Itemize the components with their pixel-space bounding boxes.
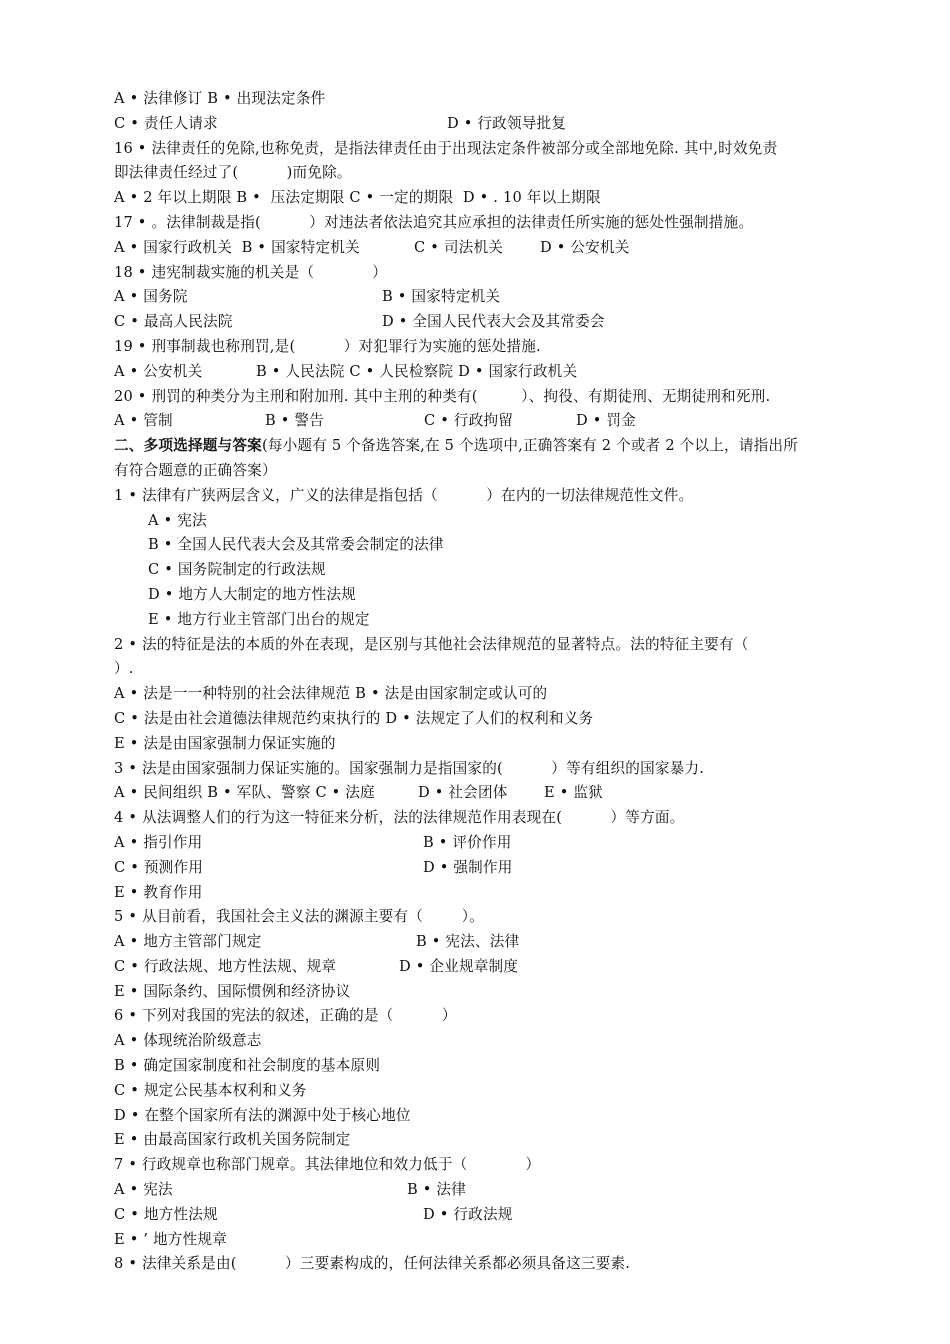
- line-text: A • 管制: [114, 412, 173, 430]
- line-text: A • 法律修订 B • 出现法定条件: [114, 90, 326, 107]
- line-text: 8 • 法律关系是由( ）三要素构成的，任何法律关系都必须具备这三要素.: [114, 1255, 631, 1273]
- text-line: [114, 1128, 894, 1153]
- line-text: C • 规定公民基本权利和义务: [114, 1081, 307, 1099]
- text-line: [114, 657, 894, 682]
- line-text: B • 国家特定机关: [382, 288, 501, 306]
- text-line: [114, 1153, 894, 1178]
- text-line: [114, 186, 894, 211]
- line-text: 16 • 法律责任的免除,也称免责，是指法律责任由于出现法定条件被部分或全部地免除. 其中,时效免责: [114, 139, 778, 157]
- text-line: [114, 856, 894, 881]
- text-line: [114, 285, 894, 310]
- line-text: D • 行政法规: [423, 1205, 513, 1223]
- text-line: [114, 211, 894, 236]
- line-text: D • 行政领导批复: [447, 114, 567, 132]
- text-line: [114, 633, 894, 658]
- text-line: [114, 583, 894, 608]
- text-line: [114, 87, 894, 112]
- line-text: C • 行政法规、地方性法规、规章: [114, 957, 337, 975]
- line-text: 6 • 下列对我国的宪法的叙述，正确的是（ ）: [114, 1007, 457, 1025]
- text-line: [114, 732, 894, 757]
- text-line: [114, 112, 894, 137]
- text-line: [114, 881, 894, 906]
- line-text: E • ’ 地方性规章: [114, 1230, 227, 1248]
- section-heading: 二、多项选择题与答案: [114, 437, 262, 455]
- line-text: A • 民间组织 B • 军队、警察 C • 法庭: [114, 784, 375, 802]
- text-line: [114, 707, 894, 732]
- line-text: B • 宪法、法律: [416, 933, 520, 951]
- text-line: [114, 335, 894, 360]
- text-line: [114, 509, 894, 534]
- line-text: 19 • 刑事制裁也称刑罚,是( ）对犯罪行为实施的惩处措施.: [114, 337, 541, 355]
- line-text: D • 企业规章制度: [399, 957, 519, 975]
- line-text: (每小题有 5 个备选答案,在 5 个选项中,正确答案有 2 个或者 2 个以上，请指出所: [261, 437, 798, 455]
- line-text: 1 • 法律有广狭两层含义，广义的法律是指包括（ ）在内的一切法律规范性文件。: [114, 486, 694, 504]
- text-line: [114, 409, 894, 434]
- line-text: 17 • 。法律制裁是指( ）对违法者依法追究其应承担的法律责任所实施的惩处性强制措施。: [114, 213, 754, 231]
- text-line: [114, 459, 894, 484]
- line-text: E • 由最高国家行政机关国务院制定: [114, 1131, 351, 1149]
- line-text: 2 • 法的特征是法的本质的外在表现，是区别与其他社会法律规范的显著特点。法的特征主要有（: [114, 635, 749, 653]
- line-text: D • 在整个国家所有法的渊源中处于核心地位: [114, 1106, 411, 1124]
- text-line: [114, 831, 894, 856]
- line-text: D • 地方人大制定的地方性法规: [148, 585, 356, 603]
- line-text: 有符合题意的正确答案）: [114, 461, 277, 479]
- text-line: [114, 980, 894, 1005]
- line-text: C • 国务院制定的行政法规: [148, 561, 326, 579]
- text-line: [114, 930, 894, 955]
- line-text: D • 全国人民代表大会及其常委会: [382, 313, 605, 331]
- text-line: [114, 533, 894, 558]
- text-line: [114, 1252, 894, 1277]
- line-text: C • 最高人民法院: [114, 313, 233, 331]
- text-line: [114, 757, 894, 782]
- line-text: A • 地方主管部门规定: [114, 933, 262, 951]
- line-text: A • 2 年以上期限 B • 压法定期限 C • 一定的期限 D • . 10 年以上期限: [114, 189, 601, 207]
- line-text: A • 公安机关: [114, 362, 203, 380]
- line-text: C • 预测作用: [114, 858, 204, 876]
- text-line: [114, 905, 894, 930]
- text-line: [114, 310, 894, 335]
- text-line: [114, 955, 894, 980]
- document-page: [114, 87, 894, 1277]
- line-text: 20 • 刑罚的种类分为主刑和附加刑. 其中主刑的种类有( ）、拘役、有期徒刑、无期徒刑和死刑.: [114, 387, 771, 405]
- line-text: D • 罚金: [576, 412, 636, 430]
- text-line: [114, 558, 894, 583]
- line-text: B • 人民法院 C • 人民检察院 D • 国家行政机关: [256, 362, 578, 380]
- line-text: A • 体现统治阶级意志: [114, 1032, 262, 1050]
- line-text: A • 法是一一种特别的社会法律规范 B • 法是由国家制定或认可的: [114, 685, 548, 703]
- line-text: 18 • 违宪制裁实施的机关是（ ）: [114, 263, 388, 281]
- line-text: 7 • 行政规章也称部门规章。其法律地位和效力低于（ ）: [114, 1156, 541, 1174]
- text-line: [114, 1104, 894, 1129]
- text-line: [114, 608, 894, 633]
- line-text: A • 宪法: [148, 511, 207, 529]
- text-line: [114, 161, 894, 186]
- text-line: [114, 1054, 894, 1079]
- line-text: B • 警告: [265, 412, 324, 430]
- line-text: A • 指引作用: [114, 833, 203, 851]
- line-text: B • 全国人民代表大会及其常委会制定的法律: [148, 536, 444, 554]
- text-line: [114, 261, 894, 286]
- text-line: [114, 1029, 894, 1054]
- line-text: 即法律责任经过了( )而免除。: [114, 164, 352, 182]
- line-text: A • 宪法: [114, 1181, 173, 1199]
- text-line: [114, 137, 894, 162]
- line-text: B • 评价作用: [423, 833, 512, 851]
- text-line: [114, 1203, 894, 1228]
- line-text: 5 • 从目前看，我国社会主义法的渊源主要有（ ）。: [114, 908, 485, 926]
- line-text: 3 • 法是由国家强制力保证实施的。国家强制力是指国家的( ）等有组织的国家暴力.: [114, 759, 705, 777]
- text-line: [114, 806, 894, 831]
- line-text: E • 教育作用: [114, 883, 203, 901]
- line-text: A • 国务院: [114, 288, 188, 306]
- text-line: [114, 781, 894, 806]
- line-text: D • 社会团体: [418, 784, 508, 802]
- line-text: D • 强制作用: [423, 858, 513, 876]
- text-line: [114, 434, 894, 459]
- line-text: E • 地方行业主管部门出台的规定: [148, 610, 370, 628]
- text-line: [114, 682, 894, 707]
- line-text: E • 法是由国家强制力保证实施的: [114, 734, 336, 752]
- line-text: C • 责任人请求: [114, 114, 218, 132]
- line-text: C • 行政拘留: [424, 412, 514, 430]
- line-text: E • 监狱: [544, 784, 603, 802]
- text-line: [114, 385, 894, 410]
- text-line: [114, 360, 894, 385]
- text-line: [114, 236, 894, 261]
- text-line: [114, 1079, 894, 1104]
- text-line: [114, 484, 894, 509]
- line-text: ）.: [114, 660, 134, 678]
- line-text: C • 司法机关: [414, 238, 504, 256]
- line-text: D • 公安机关: [540, 238, 630, 256]
- line-text: E • 国际条约、国际惯例和经济协议: [114, 982, 351, 1000]
- text-line: [114, 1004, 894, 1029]
- text-line: [114, 1178, 894, 1203]
- line-text: B • 确定国家制度和社会制度的基本原则: [114, 1057, 381, 1075]
- text-line: [114, 1228, 894, 1253]
- line-text: B • 法律: [407, 1181, 466, 1199]
- line-text: C • 法是由社会道德法律规范约束执行的 D • 法规定了人们的权利和义务: [114, 709, 594, 727]
- line-text: 4 • 从法调整人们的行为这一特征来分析，法的法律规范作用表现在( ）等方面。: [114, 809, 685, 827]
- line-text: C • 地方性法规: [114, 1205, 218, 1223]
- line-text: A • 国家行政机关 B • 国家特定机关: [114, 238, 360, 256]
